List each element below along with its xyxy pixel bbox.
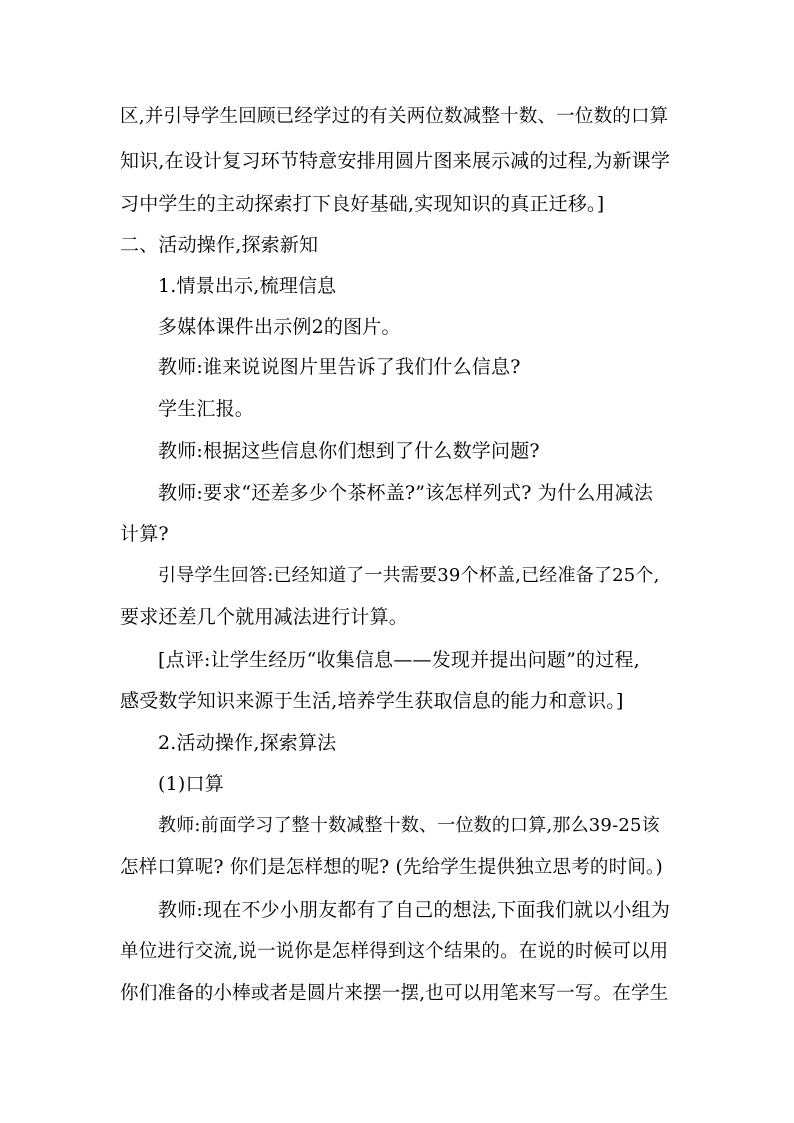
paragraph-line: 引导学生回答:已经知道了一共需要39个杯盖,已经准备了25个, [158,565,660,586]
section-heading: 二、活动操作,探索新知 [120,234,319,256]
paragraph-line: 教师:前面学习了整十数减整十数、一位数的口算,那么39-25该 [158,815,660,836]
paragraph-line: 单位进行交流,说一说你是怎样得到这个结果的。在说的时候可以用 [120,941,669,962]
paragraph-line: 教师:根据这些信息你们想到了什么数学问题? [158,440,540,462]
subsection-heading: (1)口算 [158,773,224,795]
paragraph-line: 知识,在设计复习环节特意安排用圆片图来展示减的过程,为新课学 [120,150,671,172]
paragraph-line: 教师:谁来说说图片里告诉了我们什么信息? [158,356,521,378]
paragraph-line: 感受数学知识来源于生活,培养学生获取信息的能力和意识。] [120,690,624,712]
subsection-heading: 2.活动操作,探索算法 [158,732,337,754]
paragraph-line: [点评:让学生经历“收集信息——发现并提出问题”的过程, [158,649,640,671]
subsection-heading: 1.情景出示,梳理信息 [158,275,337,297]
paragraph-line: 多媒体课件出示例2的图片。 [158,316,401,338]
paragraph-line: 你们准备的小棒或者是圆片来摆一摆,也可以用笔来写一写。在学生 [120,983,669,1004]
paragraph-line: 要求还差几个就用减法进行计算。 [120,606,409,628]
paragraph-line: 计算? [120,523,169,545]
paragraph-line: 怎样口算呢? 你们是怎样想的呢? (先给学生提供独立思考的时间。) [120,857,663,878]
paragraph-line: 区,并引导学生回顾已经学过的有关两位数减整十数、一位数的口算 [120,106,669,127]
paragraph-line: 习中学生的主动探索打下良好基础,实现知识的真正迁移。] [120,193,605,215]
paragraph-line: 教师:现在不少小朋友都有了自己的想法,下面我们就以小组为 [158,899,671,921]
paragraph-line: 教师:要求“还差多少个茶杯盖?”该怎样列式? 为什么用减法 [158,482,654,504]
paragraph-line: 学生汇报。 [158,398,255,420]
